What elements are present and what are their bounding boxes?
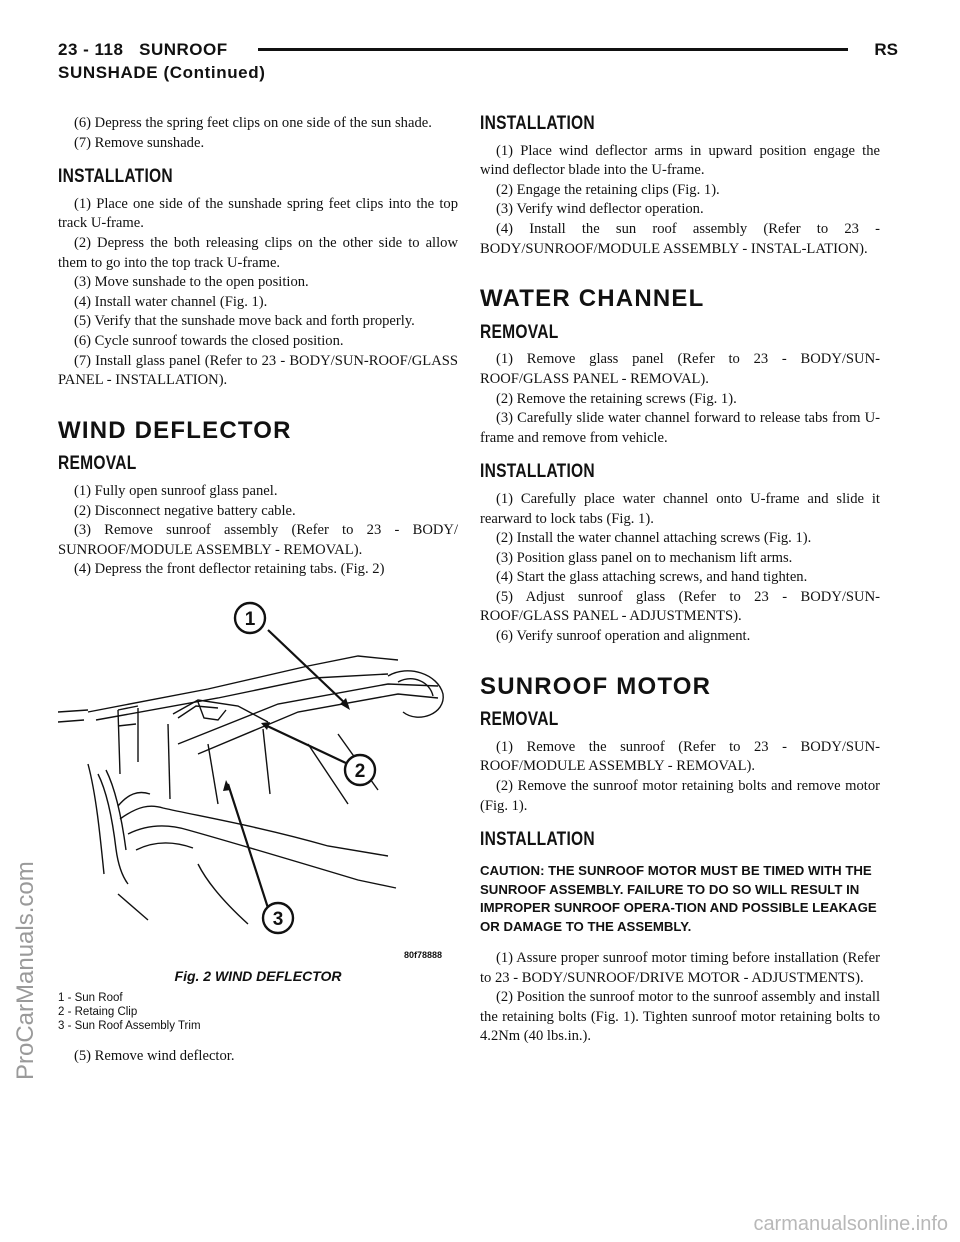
step-text: (1) Place wind deflector arms in upward position engage the wind deflector blade into the U-frame. bbox=[480, 142, 880, 179]
subheading-removal: REMOVAL bbox=[58, 453, 137, 475]
step-text: (4) Depress the front deflector retaining tabs. (Fig. 2) bbox=[74, 561, 385, 578]
step-text: (3) Carefully slide water channel forward to release tabs from U-frame and remove from vehicle. bbox=[480, 410, 880, 446]
header-rule bbox=[258, 48, 848, 51]
step-text: (3) Verify wind deflector operation. bbox=[496, 201, 704, 218]
figure-legend bbox=[58, 992, 458, 1033]
step-text: (7) Remove sunshade. bbox=[74, 134, 205, 151]
legend-item: 3 - Sun Roof Assembly Trim bbox=[58, 1019, 201, 1032]
step-text: (2) Remove the retaining screws (Fig. 1). bbox=[496, 390, 737, 407]
step-text: (3) Remove sunroof assembly (Refer to 23 - BODY/ SUNROOF/MODULE ASSEMBLY - REMOVAL). bbox=[58, 522, 458, 558]
step-text: (1) Assure proper sunroof motor timing before installation (Refer to 23 - BODY/SUNROOF/DRIVE MOTOR - ADJUSTMENTS). bbox=[480, 950, 880, 986]
step-text: (1) Fully open sunroof glass panel. bbox=[74, 482, 278, 499]
section-heading-sunroof-motor: SUNROOF MOTOR bbox=[480, 672, 712, 700]
step-text: (1) Remove the sunroof (Refer to 23 - BODY/SUN-ROOF/MODULE ASSEMBLY - REMOVAL). bbox=[480, 738, 880, 775]
subheading-removal: REMOVAL bbox=[480, 709, 559, 731]
step-text: (6) Cycle sunroof towards the closed position. bbox=[74, 332, 344, 349]
step-text: (3) Move sunshade to the open position. bbox=[74, 274, 309, 291]
step-text: (4) Install water channel (Fig. 1). bbox=[74, 293, 268, 310]
step-text: (4) Start the glass attaching screws, and hand tighten. bbox=[496, 569, 808, 586]
wind-deflector-illustration bbox=[58, 594, 458, 959]
step-text: (2) Engage the retaining clips (Fig. 1). bbox=[496, 181, 720, 198]
section-name: SUNROOF bbox=[139, 40, 228, 59]
subheading-removal: REMOVAL bbox=[480, 321, 559, 343]
figure-caption: Fig. 2 WIND DEFLECTOR bbox=[174, 967, 342, 984]
side-watermark: ProCarManuals.com bbox=[12, 861, 39, 1080]
page-header bbox=[58, 40, 898, 80]
step-text: (1) Carefully place water channel onto U-frame and slide it rearward to lock tabs (Fig. 1). bbox=[480, 490, 880, 527]
subheading-installation: INSTALLATION bbox=[58, 166, 173, 188]
right-column bbox=[480, 114, 880, 1047]
step-text: (7) Install glass panel (Refer to 23 - BODY/SUN-ROOF/GLASS PANEL - INSTALLATION). bbox=[58, 352, 458, 389]
step-text: (2) Depress the both releasing clips on the other side to allow them to go into the top track U-frame. bbox=[58, 234, 458, 271]
legend-item: 2 - Retaing Clip bbox=[58, 1006, 138, 1019]
legend-item: 1 - Sun Roof bbox=[58, 992, 123, 1005]
step-text: (2) Remove the sunroof motor retaining bolts and remove motor (Fig. 1). bbox=[480, 778, 880, 814]
header-page-section bbox=[58, 40, 228, 60]
figure-code: 80f78888 bbox=[404, 949, 443, 960]
footer-watermark: carmanualsonline.info bbox=[753, 1213, 948, 1235]
step-text: (2) Install the water channel attaching screws (Fig. 1). bbox=[496, 530, 812, 547]
callout-3: 3 bbox=[272, 908, 284, 930]
step-text: (3) Position glass panel on to mechanism lift arms. bbox=[496, 549, 793, 566]
step-text: (6) Verify sunroof operation and alignment. bbox=[496, 628, 751, 645]
callout-2: 2 bbox=[354, 760, 366, 782]
step-text: (2) Disconnect negative battery cable. bbox=[74, 502, 296, 519]
step-text: (2) Position the sunroof motor to the sunroof assembly and install the retaining bolts (Fig. 1). Tighten sunroof motor retaining bolts to 4.2Nm (40 lbs.in.). bbox=[480, 989, 880, 1045]
model-code: RS bbox=[874, 40, 898, 59]
subheading-installation: INSTALLATION bbox=[480, 829, 595, 851]
caution-note: CAUTION: THE SUNROOF MOTOR MUST BE TIMED WITH THE SUNROOF ASSEMBLY. FAILURE TO DO SO WILL RESULT IN IMPROPER SUNROOF OPERA-TION AND POSSIBLE LEAKAGE OR DAMAGE TO THE ASSEMBLY. bbox=[480, 862, 877, 935]
subheading-installation: INSTALLATION bbox=[480, 113, 595, 134]
step-text: (5) Adjust sunroof glass (Refer to 23 - BODY/SUN-ROOF/GLASS PANEL - ADJUSTMENTS). bbox=[480, 588, 880, 625]
left-column bbox=[58, 114, 458, 1067]
section-heading-water-channel: WATER CHANNEL bbox=[480, 285, 705, 313]
step-text: (5) Verify that the sunshade move back and forth properly. bbox=[74, 313, 415, 330]
step-text: (5) Remove wind deflector. bbox=[74, 1048, 235, 1065]
section-heading-wind-deflector: WIND DEFLECTOR bbox=[58, 416, 292, 444]
page-reference: 23 - 118 bbox=[58, 40, 124, 59]
subheading-installation: INSTALLATION bbox=[480, 461, 595, 483]
step-text: (1) Remove glass panel (Refer to 23 - BODY/SUN-ROOF/GLASS PANEL - REMOVAL). bbox=[480, 351, 880, 387]
step-text: (1) Place one side of the sunshade spring feet clips into the top track U-frame. bbox=[58, 195, 458, 232]
figure-wind-deflector bbox=[58, 594, 458, 959]
step-text: (6) Depress the spring feet clips on one side of the sun shade. bbox=[74, 115, 432, 131]
continued-heading: SUNSHADE (Continued) bbox=[58, 63, 266, 82]
callout-1: 1 bbox=[244, 608, 256, 630]
step-text: (4) Install the sun roof assembly (Refer to 23 - BODY/SUNROOF/MODULE ASSEMBLY - INSTAL-LATION). bbox=[480, 220, 880, 257]
